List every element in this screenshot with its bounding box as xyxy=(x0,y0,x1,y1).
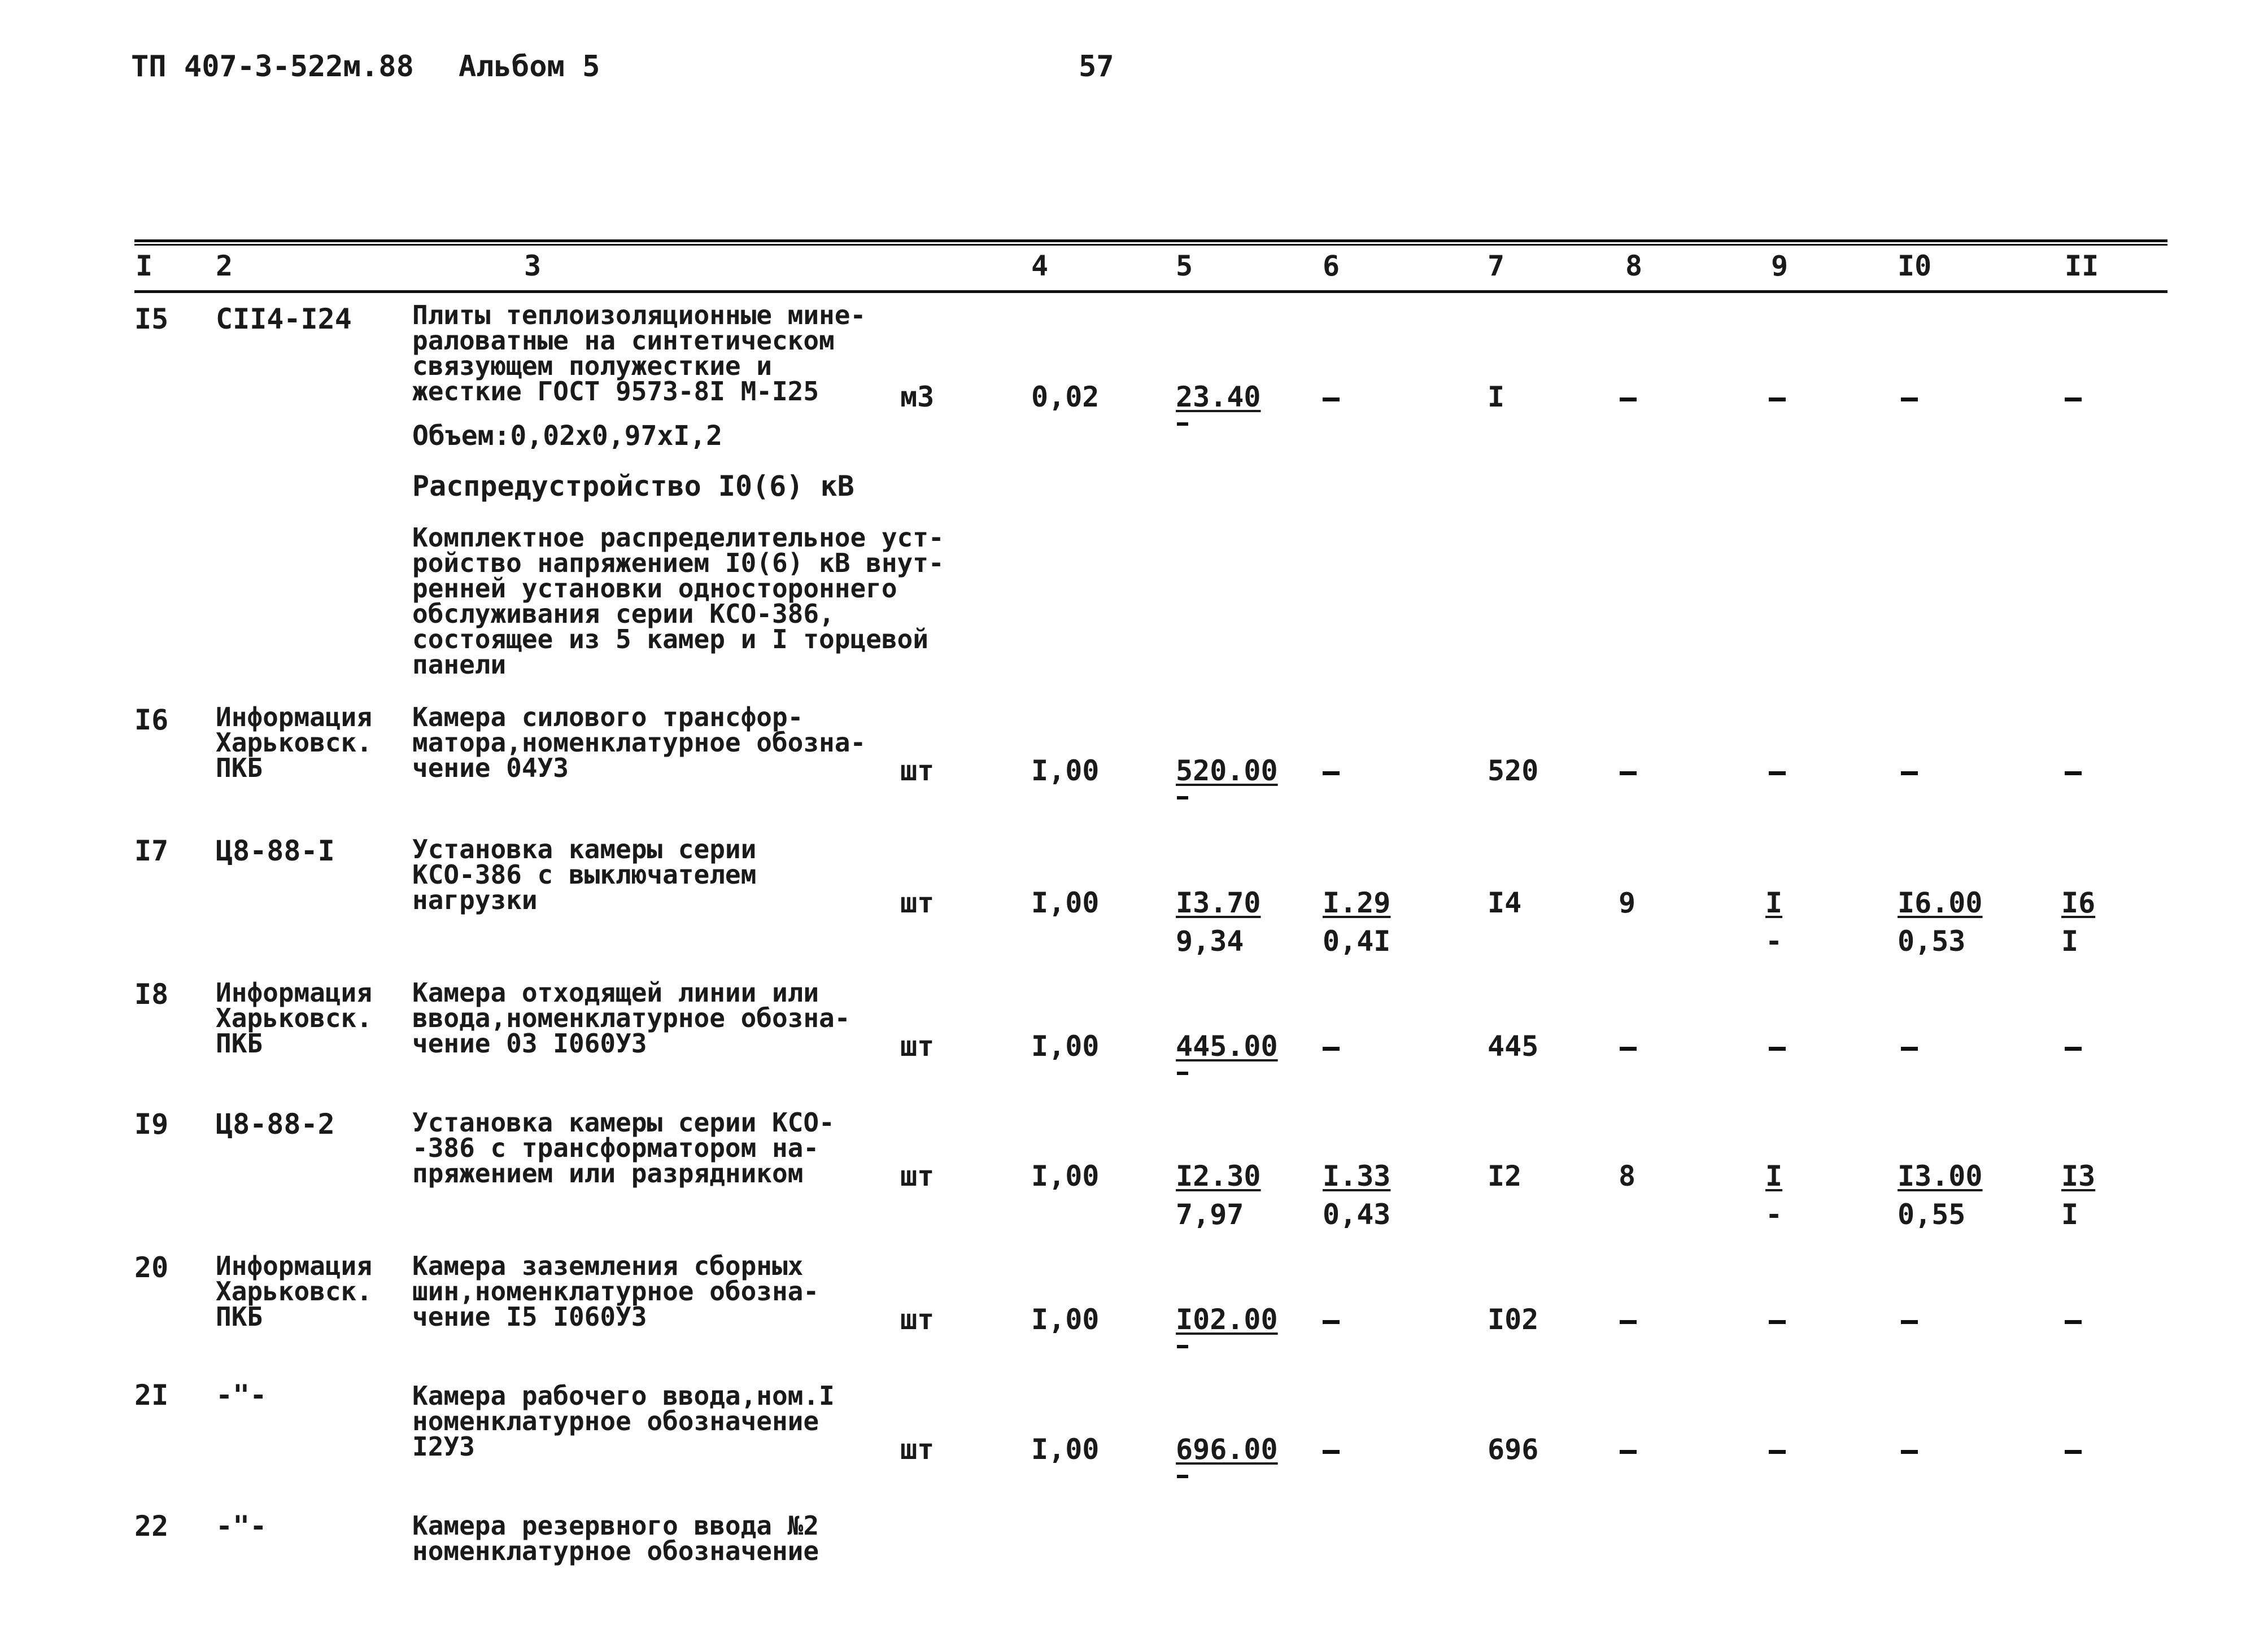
table-top-rule xyxy=(134,239,2167,242)
row-col5: I3.70 xyxy=(1176,886,1261,919)
row-unit: шт xyxy=(900,1160,935,1192)
col-header-7: 7 xyxy=(1488,250,1505,282)
row-col9-dash xyxy=(1769,771,1786,775)
row-number: 20 xyxy=(134,1251,169,1284)
row-col11-dash xyxy=(2065,771,2082,775)
col-header-10: I0 xyxy=(1898,250,1932,282)
col-header-8: 8 xyxy=(1625,250,1643,282)
row-number: 22 xyxy=(134,1510,169,1543)
row-unit: м3 xyxy=(900,381,935,413)
row-number: I5 xyxy=(134,303,169,335)
col-header-4: 4 xyxy=(1031,250,1049,282)
row-col10-dash xyxy=(1901,1320,1918,1324)
row-col5: 520.00 xyxy=(1176,754,1278,787)
row-description: Камера силового трансфор- матора,номенклатурное обозна- чение 04У3 xyxy=(412,702,866,783)
album-label: Альбом 5 xyxy=(459,50,600,84)
row-quantity: I,00 xyxy=(1031,754,1100,787)
row-code: Ц8-88-I xyxy=(216,835,335,867)
row-quantity: I,00 xyxy=(1031,1160,1100,1192)
row-col10-dash xyxy=(1901,1450,1918,1454)
row-col11-dash xyxy=(2065,1450,2082,1454)
col5-mark xyxy=(1177,1072,1188,1075)
row-col11: I6 xyxy=(2061,886,2096,919)
page-number: 57 xyxy=(1079,50,1114,84)
row-col11-dash xyxy=(2065,397,2082,401)
section-title: Распредустройство I0(6) кВ xyxy=(412,470,854,503)
row-col7: 696 xyxy=(1488,1433,1539,1466)
row-col9: I xyxy=(1765,886,1783,919)
row-col11: I3 xyxy=(2061,1160,2096,1192)
row-col6-sub: 0,4I xyxy=(1323,925,1391,958)
row-number: I8 xyxy=(134,978,169,1011)
row-col10: I6.00 xyxy=(1898,886,1983,919)
row-description: Камера резервного ввода №2 номенклатурное обозначение xyxy=(412,1510,819,1566)
row-col5: 23.40 xyxy=(1176,381,1261,413)
row-col9-sub: - xyxy=(1765,1198,1783,1231)
col-header-5: 5 xyxy=(1176,250,1193,282)
row-col10-sub: 0,55 xyxy=(1898,1198,1966,1231)
row-col5: I02.00 xyxy=(1176,1303,1278,1336)
col-header-2: 2 xyxy=(216,250,233,282)
row-col10: I3.00 xyxy=(1898,1160,1983,1192)
row-quantity: I,00 xyxy=(1031,1030,1100,1063)
row-col9-dash xyxy=(1769,1320,1786,1324)
row-unit: шт xyxy=(900,1433,935,1466)
row-volume-note: Объем:0,02х0,97хI,2 xyxy=(412,420,723,452)
row-quantity: I,00 xyxy=(1031,1303,1100,1336)
row-col5: 445.00 xyxy=(1176,1030,1278,1063)
row-quantity: I,00 xyxy=(1031,1433,1100,1466)
table-top-rule-2 xyxy=(134,244,2167,246)
row-col9-dash xyxy=(1769,1450,1786,1454)
row-col8-dash xyxy=(1620,771,1637,775)
col-header-11: II xyxy=(2065,250,2099,282)
row-col10-dash xyxy=(1901,1047,1918,1051)
row-number: I6 xyxy=(134,704,169,736)
col-header-6: 6 xyxy=(1323,250,1340,282)
row-col7: I xyxy=(1488,381,1505,413)
row-code: -"- xyxy=(216,1379,267,1412)
row-col9: I xyxy=(1765,1160,1783,1192)
row-col8: 9 xyxy=(1619,886,1636,919)
row-col11-sub: I xyxy=(2061,925,2079,958)
row-col7: I4 xyxy=(1488,886,1522,919)
row-col8: 8 xyxy=(1619,1160,1636,1192)
col-header-1: I xyxy=(136,250,153,282)
row-col9-dash xyxy=(1769,397,1786,401)
col5-mark xyxy=(1177,1345,1188,1348)
document-code: ТП 407-3-522м.88 xyxy=(131,50,414,84)
row-col10-dash xyxy=(1901,397,1918,401)
col5-mark xyxy=(1177,1475,1188,1478)
row-unit: шт xyxy=(900,754,935,787)
row-description: Камера отходящей линии или ввода,номенклатурное обозна- чение 03 I060У3 xyxy=(412,977,851,1059)
row-code: Информация Харьковск. ПКБ xyxy=(216,977,372,1059)
row-col8-dash xyxy=(1620,1320,1637,1324)
row-number: I7 xyxy=(134,835,169,867)
row-col9-sub: - xyxy=(1765,925,1783,958)
col-header-9: 9 xyxy=(1771,250,1789,282)
row-number: 2I xyxy=(134,1379,169,1412)
row-code: СII4-I24 xyxy=(216,303,352,335)
row-col5-sub: 7,97 xyxy=(1176,1198,1244,1231)
row-number: I9 xyxy=(134,1108,169,1141)
row-description: Установка камеры серии КСО- -386 с трансформатором на- пряжением или разрядником xyxy=(412,1107,835,1189)
row-col6-dash xyxy=(1323,1320,1340,1324)
row-unit: шт xyxy=(900,1030,935,1063)
row-description: Камера заземления сборных шин,номенклатурное обозна- чение I5 I060У3 xyxy=(412,1251,819,1332)
row-col11-dash xyxy=(2065,1320,2082,1324)
row-unit: шт xyxy=(900,1303,935,1336)
row-col5-sub: 9,34 xyxy=(1176,925,1244,958)
row-col8-dash xyxy=(1620,397,1637,401)
row-col6: I.33 xyxy=(1323,1160,1391,1192)
row-quantity: I,00 xyxy=(1031,886,1100,919)
row-code: -"- xyxy=(216,1510,267,1543)
row-col7: 445 xyxy=(1488,1030,1539,1063)
row-col11-dash xyxy=(2065,1047,2082,1051)
row-code: Ц8-88-2 xyxy=(216,1108,335,1141)
row-col7: I2 xyxy=(1488,1160,1522,1192)
row-col8-dash xyxy=(1620,1047,1637,1051)
row-col6-dash xyxy=(1323,771,1340,775)
header-bottom-rule xyxy=(134,290,2167,293)
row-col9-dash xyxy=(1769,1047,1786,1051)
row-col11-sub: I xyxy=(2061,1198,2079,1231)
row-col6-dash xyxy=(1323,1450,1340,1454)
section-description: Комплектное распределительное уст- ройство напряжением I0(6) кВ внут- ренней установки одностороннего обслуживания серии КСО-386, состоящее из 5 камер и I торцевой панели xyxy=(412,522,944,680)
row-quantity: 0,02 xyxy=(1031,381,1100,413)
row-code: Информация Харьковск. ПКБ xyxy=(216,1251,372,1332)
row-description: Плиты теплоизоляционные мине- раловатные на синтетическом связующем полужесткие и жесткие ГОСТ 9573-8I М-I25 xyxy=(412,300,866,407)
row-col5: 696.00 xyxy=(1176,1433,1278,1466)
row-col6-dash xyxy=(1323,1047,1340,1051)
row-col6: I.29 xyxy=(1323,886,1391,919)
row-col8-dash xyxy=(1620,1450,1637,1454)
row-col6-dash xyxy=(1323,397,1340,401)
row-col6-sub: 0,43 xyxy=(1323,1198,1391,1231)
row-unit: шт xyxy=(900,886,935,919)
row-description: Установка камеры серии КСО-386 с выключателем нагрузки xyxy=(412,834,757,915)
row-description: Камера рабочего ввода,ном.I номенклатурное обозначение I2У3 xyxy=(412,1380,835,1462)
col5-mark xyxy=(1177,796,1188,799)
col5-mark xyxy=(1177,422,1188,426)
row-col7: 520 xyxy=(1488,754,1539,787)
col-header-3: 3 xyxy=(524,250,542,282)
row-col10-dash xyxy=(1901,771,1918,775)
row-col7: I02 xyxy=(1488,1303,1539,1336)
row-code: Информация Харьковск. ПКБ xyxy=(216,702,372,783)
row-col10-sub: 0,53 xyxy=(1898,925,1966,958)
row-col5: I2.30 xyxy=(1176,1160,1261,1192)
